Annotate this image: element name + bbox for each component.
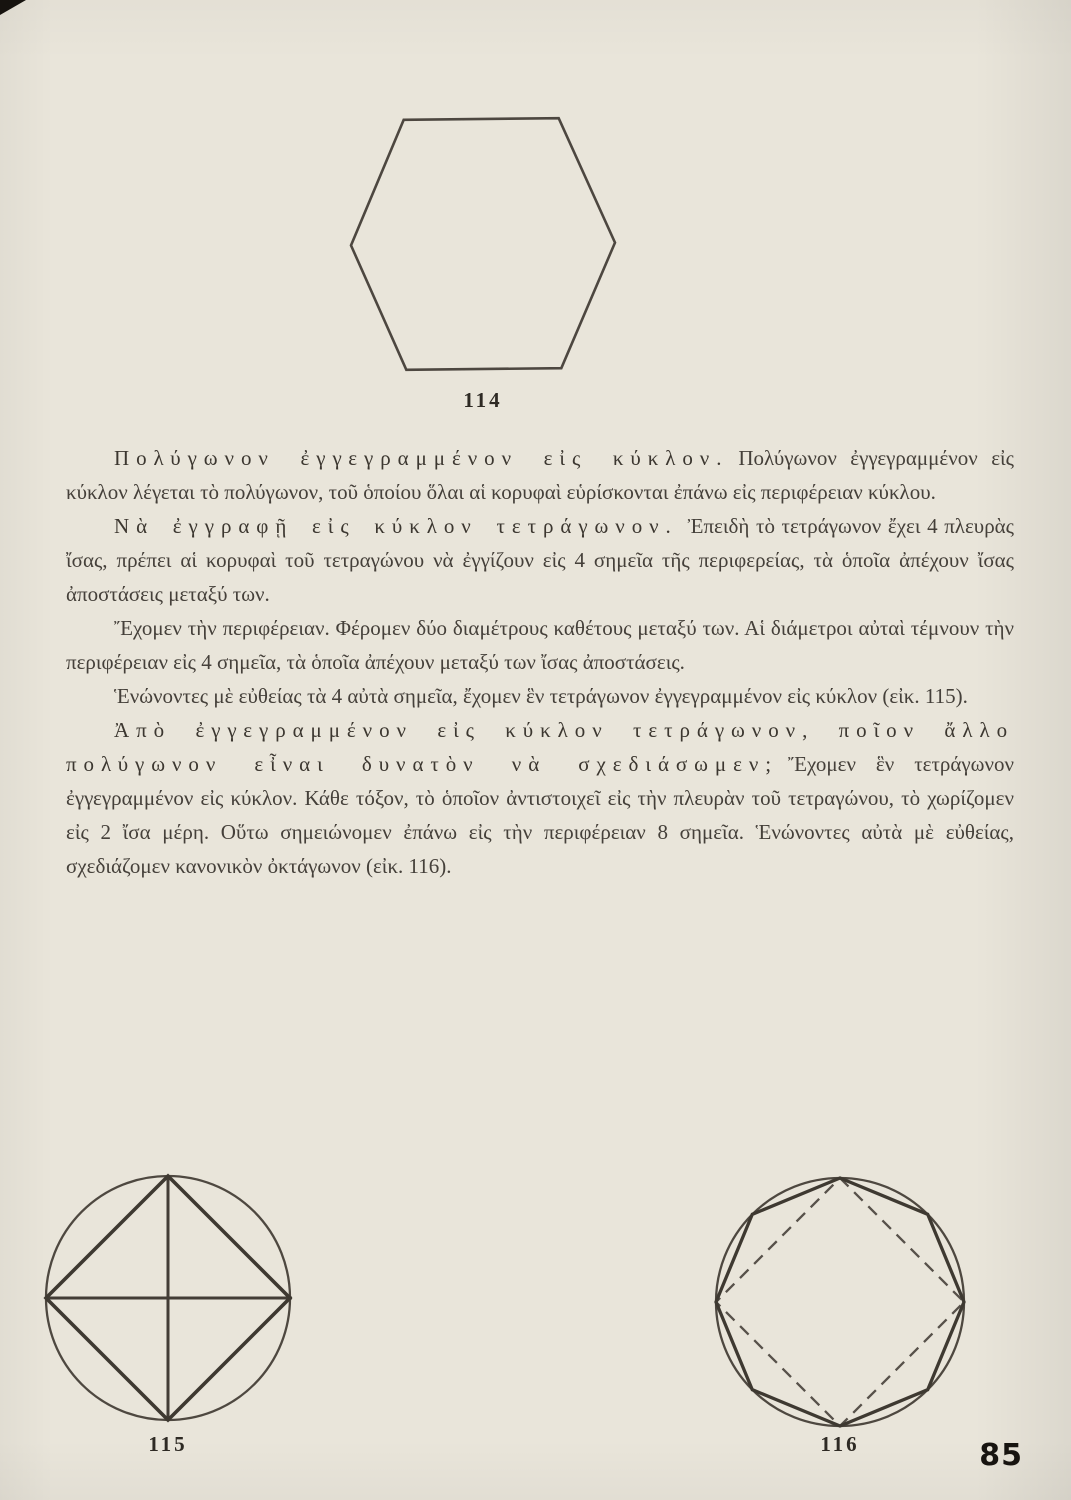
paragraph-body: Ἔχομεν τὴν περιφέρειαν. Φέρομεν δύο διαμέτρους καθέτους μεταξύ των. Αἱ διάμετροι αὐταὶ τέμνουν τὴν περιφέρειαν εἰς 4 σημεῖα, τὰ ὁποῖα ἀπέχουν μεταξύ των ἴσας ἀποστάσεις. (66, 616, 1014, 674)
figure-114-label: 114 (463, 388, 503, 412)
paragraph-body: Πολύγωνον ἐγγεγραμμένον εἰς κύκλον λέγεται τὸ πολύγωνον, τοῦ ὁποίου ὅλαι αἱ κορυφαὶ εὑρίσκονται ἐπάνω εἰς περιφέρειαν κύκλου. (66, 446, 1014, 504)
inscribed-octagon (716, 1178, 964, 1426)
octagon-in-circle-drawing (712, 1174, 968, 1430)
text-block (66, 441, 1014, 883)
paragraph-lead: Πολύγωνον ἐγγεγραμμένον εἰς κύκλον. (114, 446, 729, 470)
figure-116 (712, 1174, 968, 1457)
paragraph-lead: Ἀπὸ ἐγγεγραμμένον εἰς κύκλον τετράγωνον, ποῖον ἄλλο πολύγωνον εἶναι δυνατὸν νὰ σχεδιάσωμεν; (66, 718, 1014, 776)
figure-115-label: 115 (148, 1432, 188, 1456)
paragraph-polygon-definition (66, 441, 1014, 509)
figure-114 (348, 116, 618, 413)
paragraph-lead: Νὰ ἐγγραφῇ εἰς κύκλον τετράγωνον. (114, 514, 678, 538)
paragraph-body: Ἔχομεν ἓν τετράγωνον ἐγγεγραμμένον εἰς κύκλον. Κάθε τόξον, τὸ ὁποῖον ἀντιστοιχεῖ εἰς τὴν πλευρὰν τοῦ τετραγώνου, τὸ χωρίζομεν εἰς 2 ἴσα μέρη. Οὕτω σημειώνομεν ἐπάνω εἰς τὴν περιφέρειαν 8 σημεῖα. Ἑνώνοντες αὐτὰ μὲ εὐθείας, σχεδιάζομεν κανονικὸν ὀκτάγωνον (εἰκ. 116). (66, 752, 1014, 878)
square-in-circle-drawing (42, 1172, 294, 1424)
scan-corner-artifact (0, 0, 26, 15)
figure-116-label: 116 (820, 1432, 860, 1456)
paragraph-body: Ἑνώνοντες μὲ εὐθείας τὰ 4 αὐτὰ σημεῖα, ἔχομεν ἓν τετράγωνον ἐγγεγραμμένον εἰς κύκλον (εἰκ. 115). (114, 684, 968, 708)
paragraph-octagon-construction (66, 713, 1014, 883)
paragraph-join-points (66, 679, 1014, 713)
hexagon-outline (350, 118, 617, 371)
figure-115 (42, 1172, 294, 1457)
paragraph-diameters (66, 611, 1014, 679)
paragraph-inscribe-square (66, 509, 1014, 611)
page-number: 85 (979, 1438, 1023, 1473)
paragraph-body: Ἐπειδὴ τὸ τετράγωνον ἔχει 4 πλευρὰς ἴσας, πρέπει αἱ κορυφαὶ τοῦ τετραγώνου νὰ ἐγγίζουν εἰς 4 σημεῖα τῆς περιφερείας, τὰ ὁποῖα ἀπέχουν ἴσας ἀποστάσεις μεταξύ των. (66, 514, 1014, 606)
hexagon-drawing (347, 115, 620, 374)
